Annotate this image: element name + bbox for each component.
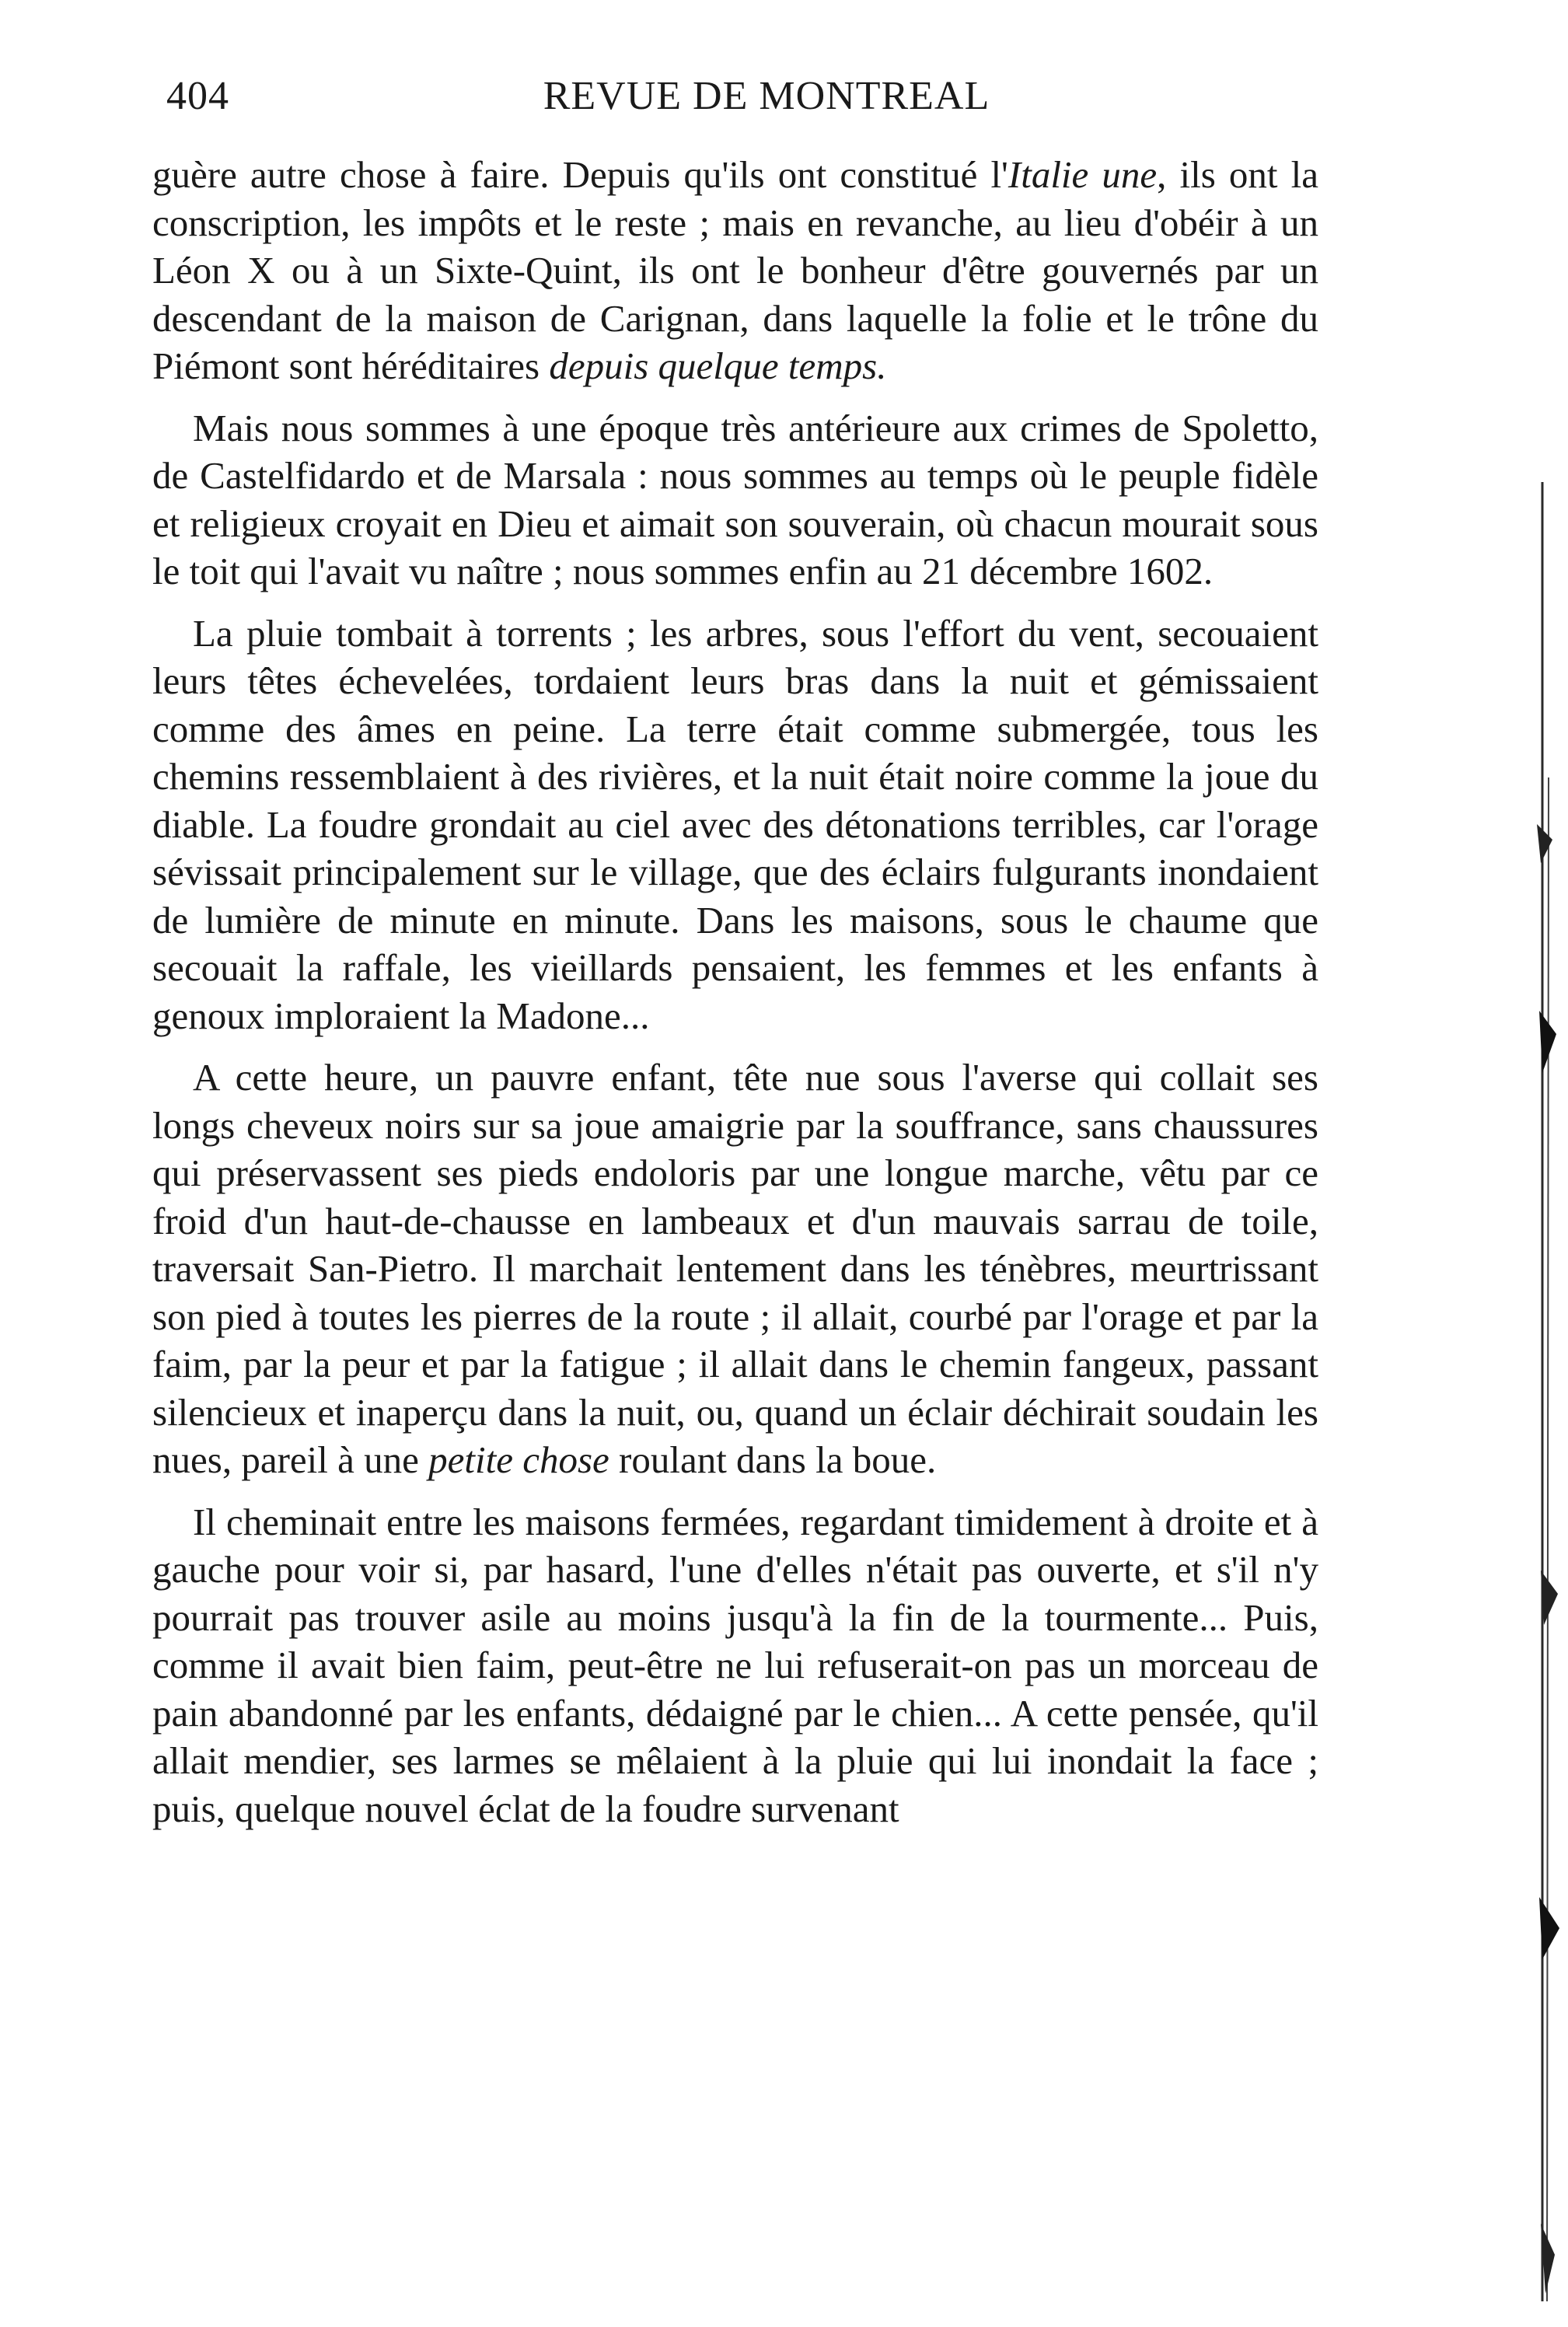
text-segment: guère autre chose à faire. Depuis qu'ils ont constitué l': [152, 153, 1008, 196]
paragraph-5: [152, 1498, 1318, 1833]
paragraph-2: [152, 404, 1318, 596]
running-head: [152, 62, 1318, 124]
body-text: [152, 151, 1318, 1833]
text-segment: Il cheminait entre les maisons fermées, regardant timidement à droite et à gauche pour voir si, par hasard, l'une d'elles n'était pas ouverte, et s'il n'y pourrait pas trouver asile au moins jusqu'à la fin de la tourmente... Puis, comme il avait bien faim, peut-être ne lui refuserait-on pas un morceau de pain abandonné par les enfants, dédaigné par le chien... A cette pensée, qu'il allait mendier, ses larmes se mêlaient à la pluie qui lui inondait la face ; puis, quelque nouvel éclat de la foudre survenant: [152, 1500, 1318, 1830]
text-segment: A cette heure, un pauvre enfant, tête nue sous l'averse qui collait ses longs cheveux noirs sur sa joue amaigrie par la souffrance, sans chaussures qui préservassent ses pieds endoloris par une longue marche, vêtu par ce froid d'un haut-de-chausse en lambeaux et d'un mauvais sarrau de toile, traversait San-Pietro. Il marchait lentement dans les ténèbres, meurtrissant son pied à toutes les pierres de la route ; il allait, courbé par l'orage et par la faim, par la peur et par la fatigue ; il allait dans le chemin fangeux, passant silencieux et inaperçu dans la nuit, ou, quand un éclair déchirait soudain les nues, pareil à une: [152, 1056, 1318, 1481]
text-segment: Mais nous sommes à une époque très antérieure aux crimes de Spoletto, de Castelfidardo et de Marsala : nous sommes au temps où le peuple fidèle et religieux croyait en Dieu et aimait son souverain, où chacun mourait sous le toit qui l'avait vu naître ; nous sommes enfin au 21 décembre 1602.: [152, 406, 1318, 592]
page-edge-scan-artifact: [1494, 0, 1568, 2327]
text-segment: La pluie tombait à torrents ; les arbres, sous l'effort du vent, secouaient leurs têtes échevelées, tordaient leurs bras dans la nuit et gémissaient comme des âmes en peine. La terre était comme submergée, tous les chemins ressemblaient à des rivières, et la nuit était noire comme la joue du diable. La foudre grondait au ciel avec des détonations terribles, car l'orage sévissait principalement sur le village, que des éclairs fulgurants inondaient de lumière de minute en minute. Dans les maisons, sous le chaume que secouait la raffale, les vieillards pensaient, les femmes et les enfants à genoux imploraient la Madone...: [152, 611, 1318, 1037]
italic-segment: Italie une: [1008, 153, 1158, 196]
page-number: 404: [166, 74, 229, 118]
paragraph-1: [152, 151, 1318, 390]
text-segment: , ils ont la conscription, les impôts et le reste ; mais en revanche, au lieu d'obéir à un Léon X ou à un Sixte-Quint, ils ont le bonheur d'être gouvernés par un descendant de la maison de Carignan, dans laquelle la folie et le trône du Piémont sont héréditaires: [152, 153, 1318, 387]
paragraph-3: [152, 610, 1318, 1040]
journal-title: REVUE DE MONTREAL: [543, 74, 990, 118]
book-page: [152, 62, 1318, 1847]
paragraph-4: [152, 1053, 1318, 1484]
italic-segment: petite chose: [428, 1438, 609, 1481]
italic-segment: depuis quelque temps.: [549, 344, 887, 387]
text-segment: roulant dans la boue.: [609, 1438, 937, 1481]
